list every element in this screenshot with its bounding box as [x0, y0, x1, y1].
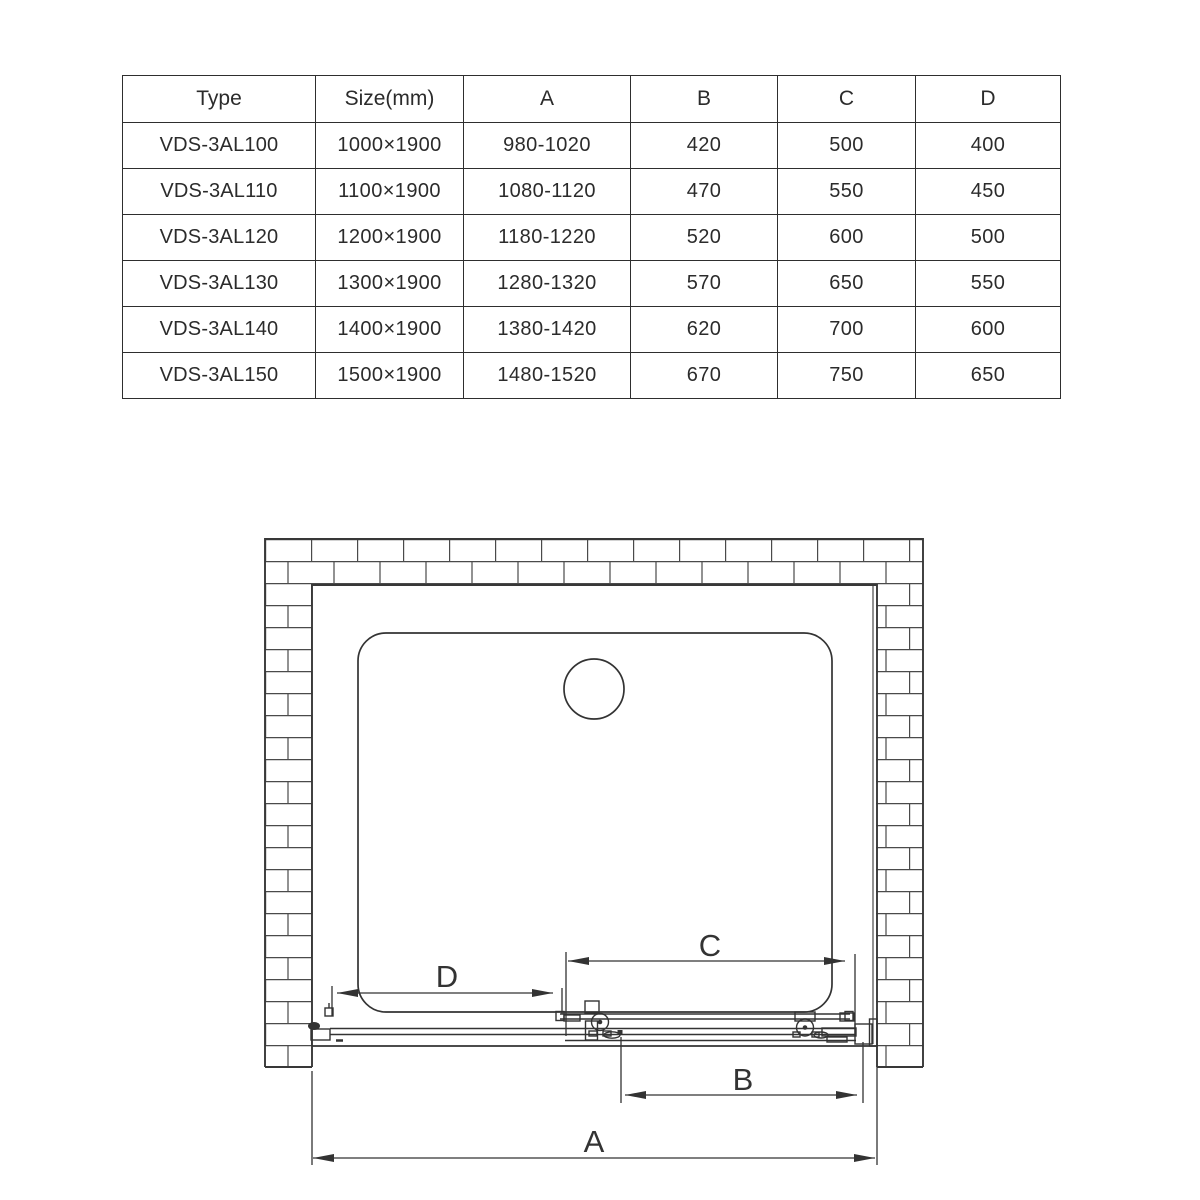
cell-a: 1280-1320	[464, 261, 631, 307]
arrowhead-right	[854, 1154, 875, 1162]
dimension-d	[332, 959, 562, 1016]
cell-a: 1380-1420	[464, 307, 631, 353]
dimension-label-c: C	[698, 928, 722, 963]
cell-type: VDS-3AL130	[123, 261, 316, 307]
arrowhead-right	[532, 989, 553, 997]
cell-size: 1000×1900	[316, 123, 464, 169]
cell-type: VDS-3AL150	[123, 353, 316, 399]
arrowhead-right	[824, 957, 845, 965]
cell-a: 1080-1120	[464, 169, 631, 215]
roller-axle	[803, 1025, 808, 1030]
cell-a: 980-1020	[464, 123, 631, 169]
cell-b: 620	[631, 307, 778, 353]
cell-b: 420	[631, 123, 778, 169]
cell-type: VDS-3AL120	[123, 215, 316, 261]
dimension-label-d: D	[435, 959, 459, 994]
tray-outline	[358, 633, 832, 1012]
dimension-a	[312, 1067, 877, 1165]
cell-d: 450	[916, 169, 1061, 215]
cell-c: 500	[778, 123, 916, 169]
column-header-b: B	[631, 76, 778, 123]
cell-c: 650	[778, 261, 916, 307]
dimension-label-a: A	[583, 1124, 605, 1159]
cell-type: VDS-3AL140	[123, 307, 316, 353]
cell-b: 520	[631, 215, 778, 261]
cell-b: 670	[631, 353, 778, 399]
arrowhead-right	[836, 1091, 857, 1099]
cell-b: 470	[631, 169, 778, 215]
cell-d: 650	[916, 353, 1061, 399]
arrowhead-left	[568, 957, 589, 965]
cell-d: 600	[916, 307, 1061, 353]
arrowhead-left	[625, 1091, 646, 1099]
cell-d: 400	[916, 123, 1061, 169]
cell-c: 700	[778, 307, 916, 353]
cell-d: 550	[916, 261, 1061, 307]
cell-a: 1480-1520	[464, 353, 631, 399]
cell-b: 570	[631, 261, 778, 307]
brick-wall-top	[265, 539, 923, 585]
arrowhead-left	[337, 989, 358, 997]
cell-type: VDS-3AL100	[123, 123, 316, 169]
cell-type: VDS-3AL110	[123, 169, 316, 215]
column-header-size: Size(mm)	[316, 76, 464, 123]
shower-tray	[358, 633, 832, 1012]
brick-wall-left	[265, 585, 312, 1067]
cell-size: 1100×1900	[316, 169, 464, 215]
sliding-door-assembly	[308, 1001, 877, 1046]
cell-c: 600	[778, 215, 916, 261]
column-header-c: C	[778, 76, 916, 123]
dimension-c	[566, 928, 855, 1036]
dimension-label-b: B	[732, 1062, 754, 1097]
cell-size: 1300×1900	[316, 261, 464, 307]
cell-size: 1500×1900	[316, 353, 464, 399]
brick-walls	[265, 539, 923, 1067]
cell-size: 1400×1900	[316, 307, 464, 353]
cell-c: 750	[778, 353, 916, 399]
column-header-a: A	[464, 76, 631, 123]
column-header-type: Type	[123, 76, 316, 123]
track-stop-dot	[618, 1030, 623, 1034]
brick-wall-right	[876, 585, 923, 1067]
column-header-d: D	[916, 76, 1061, 123]
cell-a: 1180-1220	[464, 215, 631, 261]
wall-outline	[265, 539, 923, 1067]
cell-size: 1200×1900	[316, 215, 464, 261]
cell-d: 500	[916, 215, 1061, 261]
cell-c: 550	[778, 169, 916, 215]
roller-axle	[598, 1020, 603, 1025]
drain-circle	[564, 659, 624, 719]
arrowhead-left	[313, 1154, 334, 1162]
